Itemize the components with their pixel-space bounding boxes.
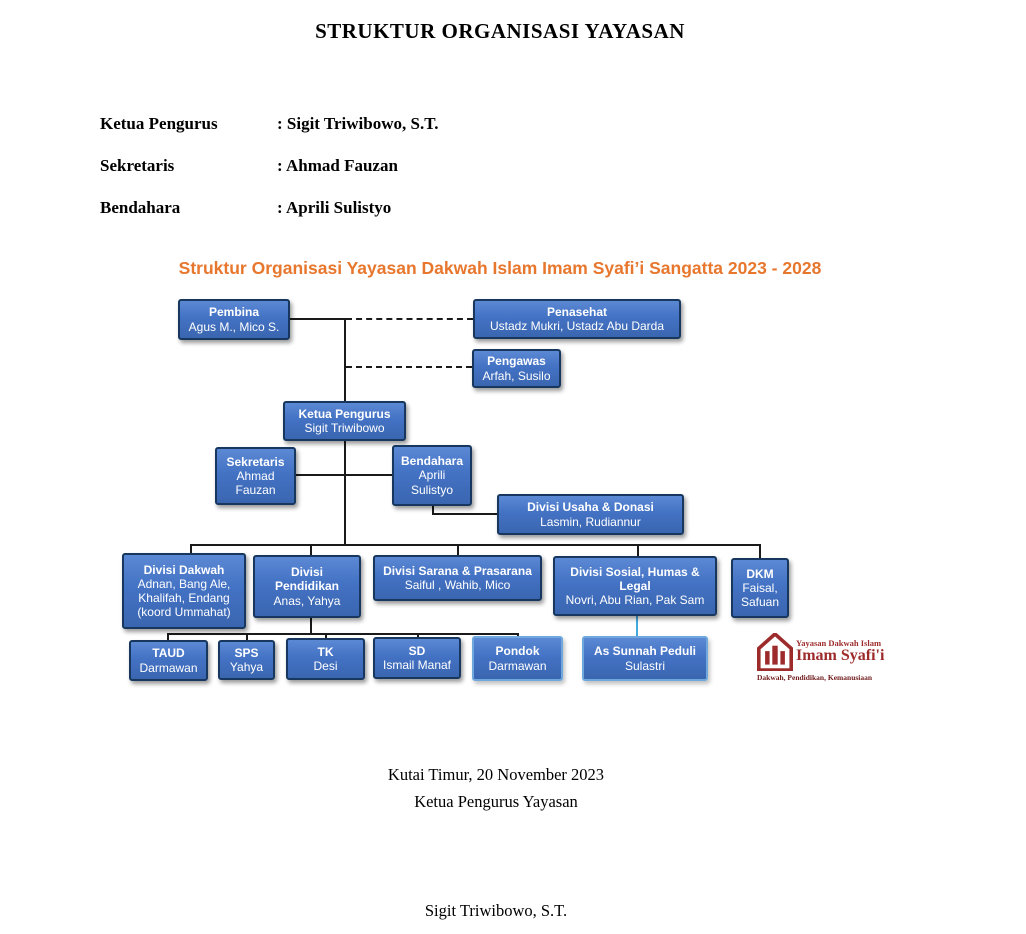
connector-sekretaris-bendahara	[296, 474, 392, 476]
node-members: Desi	[313, 659, 338, 673]
officer-value: : Aprili Sulistyo	[277, 198, 392, 217]
org-node-usaha-donasi	[497, 494, 684, 535]
connector-trunk-top	[344, 318, 346, 402]
connector-sosial-to-assunnah	[636, 616, 638, 637]
node-title: Divisi Usaha & Donasi	[527, 500, 654, 515]
node-title: Divisi Pendidikan	[274, 565, 339, 594]
org-node-pendidikan	[253, 555, 361, 618]
connector-to-usaha-donasi	[432, 513, 497, 515]
connector-school-bus	[167, 633, 519, 635]
node-members: Faisal, Safuan	[740, 580, 780, 610]
org-node-bendahara	[392, 445, 472, 506]
node-members: Agus M., Mico S.	[188, 319, 280, 334]
logo-line1: Yayasan Dakwah Islam	[796, 637, 882, 648]
node-members: Sigit Triwibowo	[304, 421, 385, 435]
node-title: Divisi Sosial, Humas & Legal	[570, 564, 700, 593]
org-node-dkm	[731, 558, 789, 618]
connector-pembina-to-trunk	[290, 318, 345, 320]
mosque-house-icon	[757, 633, 793, 671]
org-node-sarana	[373, 555, 542, 601]
closing-role: Ketua Pengurus Yayasan	[414, 792, 578, 811]
logo-text	[796, 639, 884, 665]
node-members: Sulastri	[624, 658, 665, 673]
logo-top	[757, 633, 909, 671]
node-members: Arfah, Susilo	[482, 368, 551, 383]
connector-pendidikan-drop	[310, 617, 312, 634]
node-members: Novri, Abu Rian, Pak Sam	[565, 593, 705, 608]
node-title: DKM	[746, 566, 774, 581]
connector-trunk-bottom	[344, 440, 346, 546]
node-title: Divisi Sarana & Prasarana	[383, 563, 532, 578]
org-node-taud	[129, 640, 208, 681]
node-title: Pengawas	[487, 354, 546, 369]
node-title: TAUD	[152, 646, 185, 661]
officer-label: Sekretaris	[100, 156, 175, 175]
officer-list	[100, 114, 439, 240]
foundation-logo	[757, 633, 909, 682]
org-node-sekretaris	[215, 447, 296, 505]
node-members: Yahya	[229, 660, 264, 674]
node-title: Ketua Pengurus	[298, 406, 391, 421]
org-node-sps	[218, 640, 275, 680]
node-title: Pondok	[495, 644, 540, 659]
closing-block	[0, 761, 992, 815]
org-node-as-sunnah	[582, 636, 708, 681]
officer-value: : Ahmad Fauzan	[277, 156, 398, 175]
connector-dashed-pengawas	[346, 366, 472, 368]
node-members: Darmawan	[488, 658, 547, 673]
org-node-sosial	[553, 556, 717, 616]
org-node-pengawas	[472, 349, 561, 388]
node-title: SD	[408, 643, 426, 658]
node-title: TK	[317, 644, 334, 659]
node-title: Bendahara	[400, 454, 464, 469]
officer-row-ketua	[100, 114, 439, 156]
node-members: Anas, Yahya	[273, 593, 341, 608]
node-title: SPS	[234, 645, 259, 660]
org-node-sd	[373, 637, 461, 679]
closing-place-date: Kutai Timur, 20 November 2023	[387, 765, 605, 784]
node-title: Sekretaris	[226, 454, 285, 469]
org-node-tk	[286, 638, 365, 680]
logo-line3: Dakwah, Pendidikan, Kemanusiaan	[757, 673, 873, 682]
org-node-dakwah	[122, 553, 246, 629]
node-title: As Sunnah Peduli	[593, 644, 696, 659]
logo-line2: Imam Syafi'i	[796, 647, 885, 665]
org-node-pembina	[178, 299, 290, 340]
signature-name: Sigit Triwibowo, S.T.	[424, 901, 568, 920]
org-node-pondok	[472, 636, 563, 681]
node-members: Lasmin, Rudiannur	[540, 514, 641, 529]
officer-label: Ketua Pengurus	[100, 114, 218, 133]
node-members: Aprili Sulistyo	[410, 468, 454, 497]
node-members: Ismail Manaf	[382, 658, 452, 672]
org-node-ketua-pengurus	[283, 401, 406, 441]
node-title: Pembina	[208, 305, 259, 320]
page-title: STRUKTUR ORGANISASI YAYASAN	[315, 19, 685, 43]
connector-dashed-penasehat	[346, 318, 473, 320]
node-members: Darmawan	[139, 660, 198, 675]
node-members: Adnan, Bang Ale, Khalifah, Endang (koord Ummahat)	[137, 576, 231, 620]
officer-row-sekretaris	[100, 156, 439, 198]
officer-row-bendahara	[100, 198, 439, 240]
node-members: Ahmad Fauzan	[235, 468, 276, 498]
org-chart-title: Struktur Organisasi Yayasan Dakwah Islam Imam Syafi’i Sangatta 2023 - 2028	[178, 258, 822, 278]
officer-value: : Sigit Triwibowo, S.T.	[277, 114, 439, 133]
connector-division-bus	[190, 544, 761, 546]
node-members: Ustadz Mukri, Ustadz Abu Darda	[489, 319, 665, 333]
node-title: Penasehat	[546, 304, 608, 319]
org-node-penasehat	[473, 299, 681, 339]
node-title: Divisi Dakwah	[143, 562, 225, 577]
connector-drop-dkm	[759, 544, 761, 559]
officer-label: Bendahara	[100, 198, 181, 217]
node-members: Saiful , Wahib, Mico	[404, 578, 511, 592]
